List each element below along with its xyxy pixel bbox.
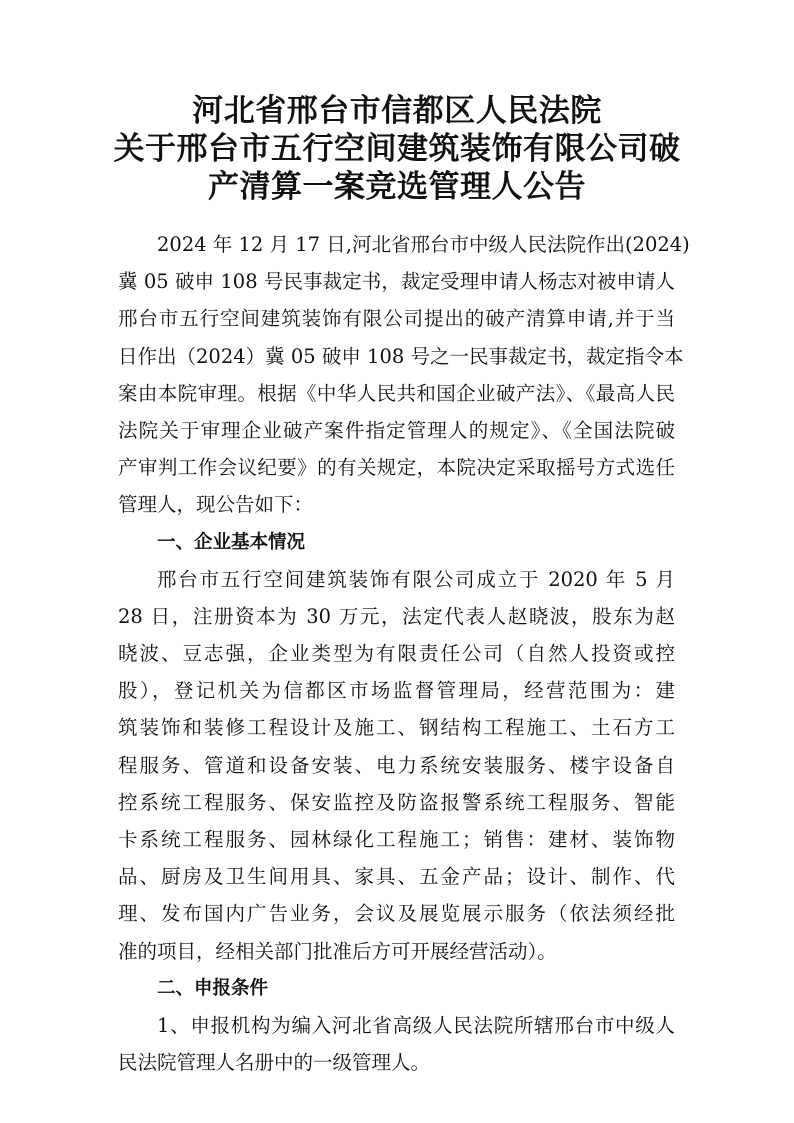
document-body [118,226,690,1081]
basic-info-line: 邢台市五行空间建筑装饰有限公司成立于 2020 年 5 月 [157,567,675,591]
title-line-2: 关于邢台市五行空间建筑装饰有限公司破 [113,131,681,167]
document-title [100,92,694,206]
basic-info-line: 控系统工程服务、保安监控及防盗报警系统工程服务、智能 [118,790,675,814]
basic-info-line: 卡系统工程服务、园林绿化工程施工；销售：建材、装饰物 [118,828,675,851]
intro-line: 法院关于审理企业破产案件指定管理人的规定》、《全国法院破 [118,418,675,442]
basic-info-line: 准的项目，经相关部门批准后方可开展经营活动）。 [118,939,557,963]
intro-line: 邢台市五行空间建筑装饰有限公司提出的破产清算申请,并于当 [118,307,675,331]
intro-line: 冀 05 破申 108 号民事裁定书，裁定受理申请人杨志对被申请人 [118,270,675,294]
intro-line: 管理人，现公告如下： [118,493,314,517]
title-line-3: 产清算一案竞选管理人公告 [208,169,586,205]
basic-info-line: 股），登记机关为信都区市场监督管理局，经营范围为：建 [118,679,675,703]
section-heading-basic-info: 一、企业基本情况 [157,531,306,553]
basic-info-line: 28 日，注册资本为 30 万元，法定代表人赵晓波，股东为赵 [118,604,675,628]
basic-info-line: 晓波、豆志强，企业类型为有限责任公司（自然人投资或控 [118,642,675,666]
intro-line: 案由本院审理。根据《中华人民共和国企业破产法》、《最高人民 [118,381,675,405]
intro-line: 日作出（2024）冀 05 破申 108 号之一民事裁定书，裁定指令本 [118,344,684,368]
basic-info-paragraph [118,561,675,970]
basic-info-line: 筑装饰和装修工程设计及施工、钢结构工程施工、土石方工 [118,716,675,740]
application-conditions-paragraph [118,1007,675,1081]
section-heading-application-conditions: 二、申报条件 [157,977,269,999]
intro-line: 产审判工作会议纪要》的有关规定，本院决定采取摇号方式选任 [118,456,675,480]
conditions-line: 民法院管理人名册中的一级管理人。 [118,1051,431,1075]
basic-info-line: 程服务、管道和设备安装、电力系统安装服务、楼宇设备自 [118,753,675,777]
basic-info-line: 品、厨房及卫生间用具、家具、五金产品；设计、制作、代 [118,865,675,889]
intro-line: 2024 年 12 月 17 日,河北省邢台市中级人民法院作出(2024) [157,233,690,256]
basic-info-line: 理、发布国内广告业务，会议及展览展示服务（依法须经批 [118,902,675,926]
title-line-1: 河北省邢台市信都区人民法院 [192,93,602,129]
conditions-line: 1、申报机构为编入河北省高级人民法院所辖邢台市中级人 [157,1013,675,1037]
intro-paragraph [118,226,690,524]
